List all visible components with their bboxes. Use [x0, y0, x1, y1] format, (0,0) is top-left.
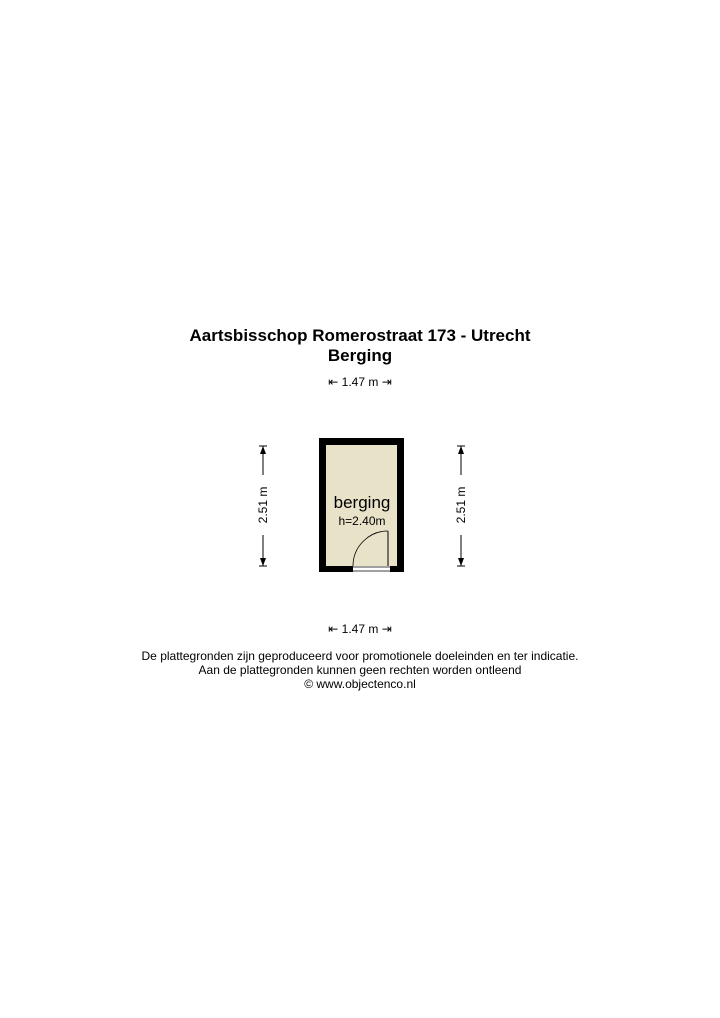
dimension-depth-right-label: 2.51 m: [454, 475, 468, 535]
disclaimer-line-1: De plattegronden zijn geproduceerd voor promotionele doeleinden en ter indicatie.: [141, 649, 579, 663]
arrow-left-icon: ⇤: [328, 375, 339, 389]
arrow-left-icon: ⇤: [328, 622, 339, 636]
dimension-width-bottom: [0, 622, 720, 636]
dimension-width-top-label: 1.47 m: [341, 375, 379, 389]
arrow-right-icon: ⇥: [381, 622, 392, 636]
arrow-right-icon: ⇥: [381, 375, 392, 389]
copyright-line: © www.objectenco.nl: [304, 677, 416, 691]
disclaimer-line-2: Aan de plattegronden kunnen geen rechten worden ontleend: [198, 663, 522, 677]
address-title: Aartsbisschop Romerostraat 173 - Utrecht: [189, 326, 531, 345]
floor-title: Berging: [327, 346, 393, 365]
room-height: h=2.40m: [338, 514, 386, 528]
dimension-depth-left-label: 2.51 m: [256, 475, 270, 535]
room-name: berging: [333, 493, 391, 512]
dimension-width-bottom-label: 1.47 m: [341, 622, 379, 636]
